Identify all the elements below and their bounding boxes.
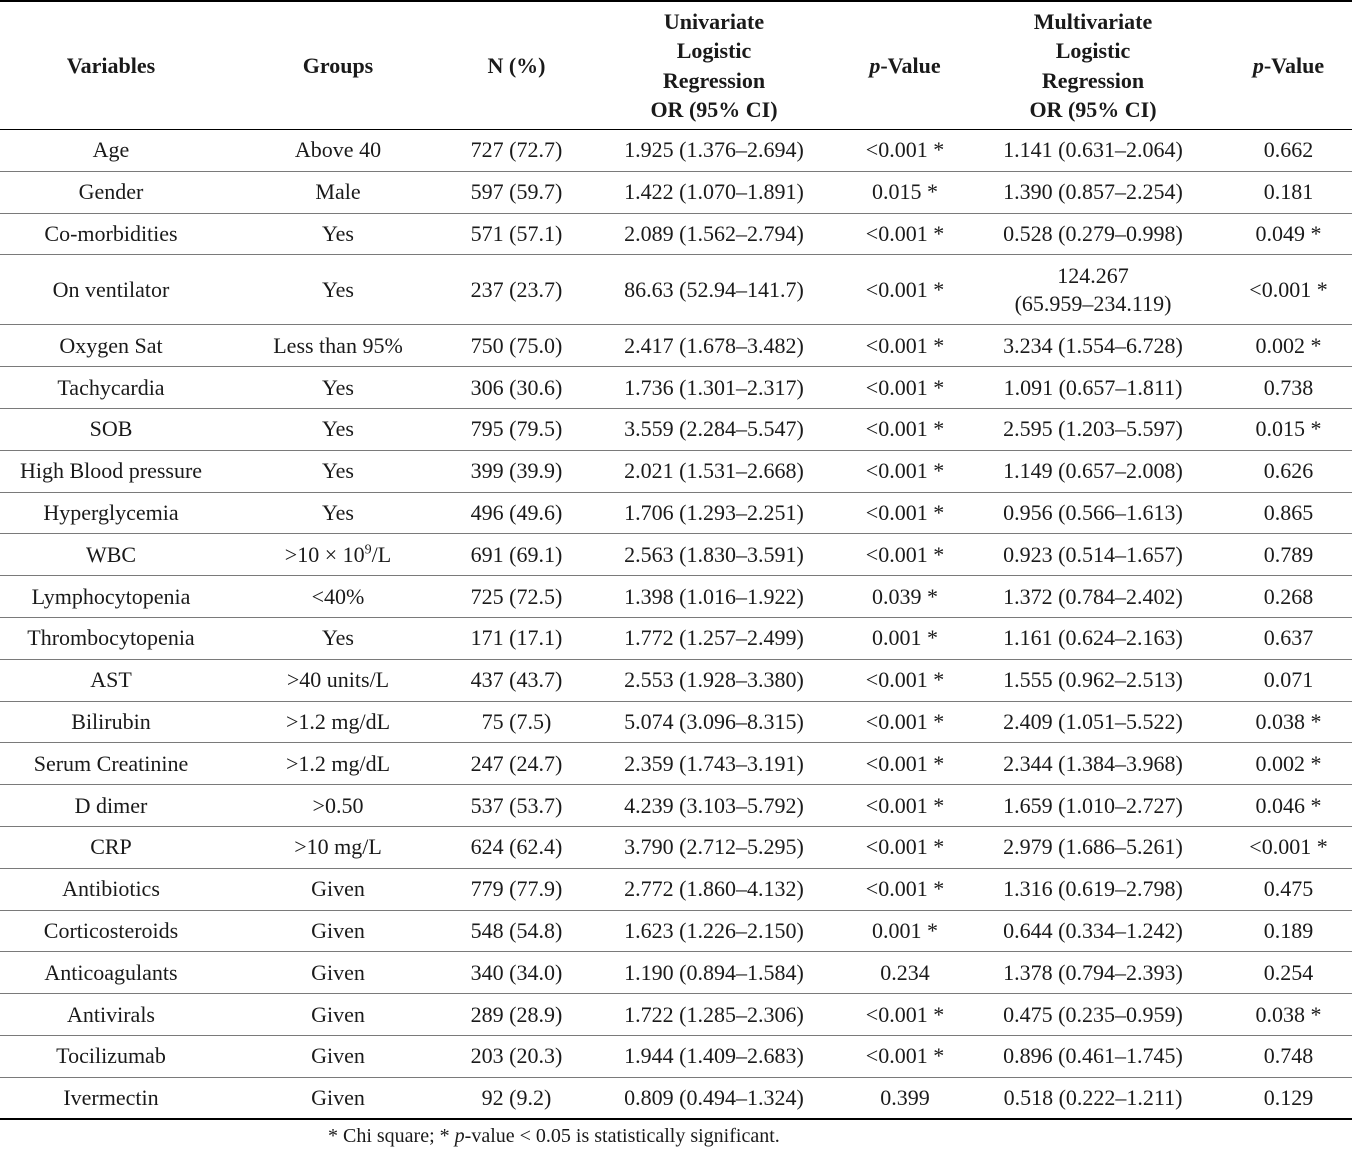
cell-n-percent: 399 (39.9) bbox=[470, 458, 563, 484]
cell-univariate-or: 1.925 (1.376–2.694) bbox=[624, 137, 804, 163]
cell-multivariate-or: 0.518 (0.222–1.211) bbox=[1003, 1084, 1183, 1110]
table-row bbox=[0, 1077, 1352, 1119]
cell-variable: Gender bbox=[78, 179, 144, 205]
cell-n-percent: 92 (9.2) bbox=[481, 1084, 552, 1110]
cell-group: Above 40 bbox=[294, 137, 382, 163]
cell-group: Yes bbox=[321, 625, 354, 651]
cell-variable: SOB bbox=[89, 416, 133, 442]
cell-group: Given bbox=[311, 876, 365, 902]
cell-variable: Oxygen Sat bbox=[59, 332, 163, 358]
cell-univariate-p: 0.001 * bbox=[872, 625, 938, 651]
table-row bbox=[0, 576, 1352, 618]
cell-multivariate-p: 0.046 * bbox=[1255, 792, 1322, 818]
table-row bbox=[0, 952, 1352, 994]
cell-multivariate-or: 0.475 (0.235–0.959) bbox=[1003, 1001, 1183, 1027]
cell-variable: AST bbox=[90, 667, 132, 693]
table-row bbox=[0, 534, 1352, 576]
header-univariate-line2: Logistic bbox=[676, 38, 752, 63]
header-multivariate bbox=[961, 1, 1225, 130]
cell-group: Given bbox=[311, 1001, 365, 1027]
cell-multivariate-p: 0.002 * bbox=[1255, 750, 1322, 776]
cell-variable: Tachycardia bbox=[57, 374, 165, 400]
cell-n-percent: 340 (34.0) bbox=[470, 959, 563, 985]
cell-variable: WBC bbox=[85, 541, 137, 567]
cell-univariate-p: 0.399 bbox=[880, 1084, 930, 1110]
cell-multivariate-p: <0.001 * bbox=[1249, 276, 1328, 302]
cell-n-percent: 437 (43.7) bbox=[470, 667, 563, 693]
table-row bbox=[0, 910, 1352, 952]
cell-multivariate-or: 3.234 (1.554–6.728) bbox=[1003, 332, 1183, 358]
cell-univariate-or: 3.790 (2.712–5.295) bbox=[624, 834, 804, 860]
header-p-italic: p bbox=[869, 52, 881, 78]
cell-multivariate-p: 0.038 * bbox=[1255, 1001, 1322, 1027]
cell-multivariate-or: 0.644 (0.334–1.242) bbox=[1003, 917, 1183, 943]
cell-multivariate-p: 0.015 * bbox=[1255, 416, 1322, 442]
cell-group-text: >10 × 10 bbox=[284, 541, 365, 567]
table-row bbox=[0, 785, 1352, 827]
cell-univariate-p: <0.001 * bbox=[865, 792, 945, 818]
cell-multivariate-p: 0.637 bbox=[1263, 625, 1314, 651]
cell-multivariate-or: 2.595 (1.203–5.597) bbox=[1003, 416, 1183, 442]
cell-n-percent: 624 (62.4) bbox=[470, 834, 563, 860]
cell-univariate-p: <0.001 * bbox=[865, 499, 945, 525]
cell-univariate-p: <0.001 * bbox=[865, 374, 945, 400]
cell-multivariate-p: 0.738 bbox=[1263, 374, 1314, 400]
cell-n-percent: 727 (72.7) bbox=[470, 137, 563, 163]
cell-multivariate-or: 2.979 (1.686–5.261) bbox=[1003, 834, 1183, 860]
cell-n-percent: 237 (23.7) bbox=[470, 276, 563, 302]
cell-univariate-or: 0.809 (0.494–1.324) bbox=[624, 1084, 804, 1110]
cell-univariate-p: <0.001 * bbox=[865, 458, 945, 484]
cell-group: >10 mg/L bbox=[294, 834, 382, 860]
cell-variable: Age bbox=[92, 137, 130, 163]
cell-n-percent: 548 (54.8) bbox=[470, 917, 563, 943]
cell-univariate-p: <0.001 * bbox=[865, 1001, 945, 1027]
cell-univariate-or: 1.772 (1.257–2.499) bbox=[624, 625, 804, 651]
cell-n-percent: 571 (57.1) bbox=[470, 220, 563, 246]
cell-n-percent: 779 (77.9) bbox=[470, 876, 563, 902]
cell-multivariate-or-line2: (65.959–234.119) bbox=[1014, 290, 1172, 316]
table-footnote bbox=[0, 1123, 1352, 1149]
cell-multivariate-or: 1.378 (0.794–2.393) bbox=[1003, 959, 1183, 985]
header-p-rest: -Value bbox=[1263, 52, 1325, 78]
cell-variable: Antivirals bbox=[67, 1001, 155, 1027]
cell-univariate-p: 0.039 * bbox=[872, 583, 938, 609]
cell-univariate-or: 2.089 (1.562–2.794) bbox=[624, 220, 804, 246]
header-variables: Variables bbox=[66, 52, 156, 78]
cell-multivariate-p: 0.049 * bbox=[1255, 220, 1322, 246]
cell-variable: Hyperglycemia bbox=[43, 499, 179, 525]
header-p-italic: p bbox=[1252, 52, 1264, 78]
cell-multivariate-p: 0.189 bbox=[1263, 917, 1314, 943]
cell-multivariate-or: 0.923 (0.514–1.657) bbox=[1003, 541, 1183, 567]
footnote-p-italic: p bbox=[454, 1125, 465, 1148]
header-univariate-line1: Univariate bbox=[663, 8, 765, 34]
cell-univariate-or: 86.63 (52.94–141.7) bbox=[624, 276, 804, 302]
cell-group bbox=[222, 534, 454, 576]
cell-multivariate-or bbox=[961, 255, 1225, 325]
table-row bbox=[0, 367, 1352, 409]
cell-multivariate-p: 0.038 * bbox=[1255, 708, 1322, 734]
cell-n-percent: 537 (53.7) bbox=[470, 792, 563, 818]
header-univariate-line3: Regression bbox=[662, 67, 766, 93]
table-body bbox=[0, 130, 1352, 1120]
cell-multivariate-p: 0.662 bbox=[1263, 137, 1314, 163]
cell-variable: Anticoagulants bbox=[44, 959, 178, 985]
table-row bbox=[0, 868, 1352, 910]
cell-univariate-or: 2.021 (1.531–2.668) bbox=[624, 458, 804, 484]
cell-univariate-p: <0.001 * bbox=[865, 137, 945, 163]
header-multivariate-line1: Multivariate bbox=[1033, 8, 1153, 34]
cell-univariate-p: <0.001 * bbox=[865, 876, 945, 902]
cell-univariate-p: <0.001 * bbox=[865, 1043, 945, 1069]
header-multivariate-p-value bbox=[1225, 1, 1352, 130]
cell-variable: Serum Creatinine bbox=[33, 750, 189, 776]
table-row bbox=[0, 701, 1352, 743]
table-row bbox=[0, 130, 1352, 172]
cell-group-unit: /L bbox=[371, 541, 392, 567]
cell-variable: Thrombocytopenia bbox=[27, 625, 195, 651]
table-row bbox=[0, 408, 1352, 450]
table-row bbox=[0, 492, 1352, 534]
table-row bbox=[0, 171, 1352, 213]
cell-group: <40% bbox=[311, 583, 365, 609]
header-univariate-line4: OR (95% CI) bbox=[650, 97, 778, 122]
header-row bbox=[0, 1, 1352, 130]
cell-univariate-p: <0.001 * bbox=[865, 541, 945, 567]
cell-n-percent: 750 (75.0) bbox=[470, 332, 563, 358]
cell-variable: D dimer bbox=[74, 792, 148, 818]
table-row bbox=[0, 743, 1352, 785]
cell-multivariate-or: 0.896 (0.461–1.745) bbox=[1003, 1043, 1183, 1069]
cell-univariate-p: 0.234 bbox=[880, 959, 930, 985]
cell-univariate-or: 2.563 (1.830–3.591) bbox=[624, 541, 804, 567]
cell-group: >1.2 mg/dL bbox=[285, 708, 391, 734]
cell-n-percent: 597 (59.7) bbox=[470, 179, 563, 205]
cell-univariate-or: 1.398 (1.016–1.922) bbox=[624, 583, 804, 609]
cell-univariate-or: 1.722 (1.285–2.306) bbox=[624, 1001, 804, 1027]
header-univariate bbox=[579, 1, 849, 130]
cell-multivariate-p: 0.748 bbox=[1263, 1043, 1314, 1069]
header-multivariate-line3: Regression bbox=[1041, 67, 1145, 93]
cell-univariate-p: <0.001 * bbox=[865, 834, 945, 860]
table-row bbox=[0, 450, 1352, 492]
cell-group: Yes bbox=[321, 458, 354, 484]
cell-n-percent: 203 (20.3) bbox=[470, 1043, 563, 1069]
cell-variable: High Blood pressure bbox=[19, 458, 203, 484]
cell-n-percent: 289 (28.9) bbox=[470, 1001, 563, 1027]
cell-group: Yes bbox=[321, 220, 354, 246]
cell-univariate-p: <0.001 * bbox=[865, 220, 945, 246]
cell-n-percent: 691 (69.1) bbox=[470, 541, 563, 567]
cell-univariate-or: 1.706 (1.293–2.251) bbox=[624, 499, 804, 525]
cell-univariate-p: 0.015 * bbox=[872, 179, 938, 205]
cell-n-percent: 725 (72.5) bbox=[470, 583, 563, 609]
cell-group: Yes bbox=[321, 374, 354, 400]
cell-multivariate-or: 1.316 (0.619–2.798) bbox=[1003, 876, 1183, 902]
cell-group: Yes bbox=[321, 499, 354, 525]
cell-group: Given bbox=[311, 959, 365, 985]
cell-n-percent: 171 (17.1) bbox=[470, 625, 563, 651]
cell-variable: CRP bbox=[90, 834, 132, 860]
cell-multivariate-or: 0.528 (0.279–0.998) bbox=[1003, 220, 1183, 246]
cell-univariate-p: <0.001 * bbox=[865, 667, 945, 693]
cell-group: Given bbox=[311, 1043, 365, 1069]
cell-group: Male bbox=[315, 179, 361, 205]
cell-variable: Tocilizumab bbox=[56, 1043, 166, 1069]
table-header bbox=[0, 1, 1352, 130]
cell-multivariate-p: 0.268 bbox=[1263, 583, 1314, 609]
cell-multivariate-or: 1.091 (0.657–1.811) bbox=[1003, 374, 1183, 400]
cell-multivariate-p: 0.865 bbox=[1263, 499, 1314, 525]
cell-univariate-or: 1.422 (1.070–1.891) bbox=[624, 179, 804, 205]
cell-univariate-p: <0.001 * bbox=[865, 708, 945, 734]
cell-multivariate-or: 1.141 (0.631–2.064) bbox=[1003, 137, 1183, 163]
header-multivariate-line4: OR (95% CI) bbox=[1029, 97, 1157, 122]
cell-univariate-or: 2.417 (1.678–3.482) bbox=[624, 332, 804, 358]
cell-n-percent: 247 (24.7) bbox=[470, 750, 563, 776]
cell-univariate-or: 1.623 (1.226–2.150) bbox=[624, 917, 804, 943]
cell-variable: Lymphocytopenia bbox=[31, 583, 191, 609]
cell-multivariate-p: 0.071 bbox=[1263, 667, 1314, 693]
cell-multivariate-or: 1.149 (0.657–2.008) bbox=[1003, 458, 1183, 484]
header-n-percent: N (%) bbox=[487, 52, 546, 78]
cell-n-percent: 496 (49.6) bbox=[470, 499, 563, 525]
cell-univariate-or: 4.239 (3.103–5.792) bbox=[624, 792, 804, 818]
cell-variable: Antibiotics bbox=[62, 876, 160, 902]
cell-variable: Ivermectin bbox=[63, 1084, 159, 1110]
cell-multivariate-or: 1.372 (0.784–2.402) bbox=[1003, 583, 1183, 609]
footnote-part1: * Chi square; * bbox=[328, 1125, 455, 1148]
table-row bbox=[0, 255, 1352, 325]
cell-multivariate-p: 0.254 bbox=[1263, 959, 1314, 985]
cell-multivariate-or: 1.555 (0.962–2.513) bbox=[1003, 667, 1183, 693]
cell-group: Yes bbox=[321, 416, 354, 442]
cell-n-percent: 306 (30.6) bbox=[470, 374, 563, 400]
table-row bbox=[0, 994, 1352, 1036]
header-univariate-p-value bbox=[849, 1, 961, 130]
cell-group: >40 units/L bbox=[286, 667, 390, 693]
cell-univariate-p: <0.001 * bbox=[865, 332, 945, 358]
cell-multivariate-p: 0.626 bbox=[1263, 458, 1314, 484]
cell-univariate-or: 2.772 (1.860–4.132) bbox=[624, 876, 804, 902]
cell-univariate-or: 1.944 (1.409–2.683) bbox=[624, 1043, 804, 1069]
cell-n-percent: 75 (7.5) bbox=[481, 708, 552, 734]
cell-variable: On ventilator bbox=[52, 276, 170, 302]
table-row bbox=[0, 617, 1352, 659]
table-row bbox=[0, 826, 1352, 868]
cell-group: Given bbox=[311, 917, 365, 943]
cell-multivariate-or: 2.344 (1.384–3.968) bbox=[1003, 750, 1183, 776]
cell-multivariate-or: 0.956 (0.566–1.613) bbox=[1003, 499, 1183, 525]
cell-variable: Co-morbidities bbox=[44, 220, 178, 246]
cell-group: >0.50 bbox=[312, 792, 364, 818]
cell-univariate-p: 0.001 * bbox=[872, 917, 938, 943]
cell-multivariate-or: 1.659 (1.010–2.727) bbox=[1003, 792, 1183, 818]
cell-variable: Bilirubin bbox=[71, 708, 151, 734]
cell-univariate-p: <0.001 * bbox=[865, 276, 945, 302]
table-row bbox=[0, 213, 1352, 255]
cell-multivariate-or: 1.390 (0.857–2.254) bbox=[1003, 179, 1183, 205]
cell-multivariate-or: 2.409 (1.051–5.522) bbox=[1003, 708, 1183, 734]
table-row bbox=[0, 1035, 1352, 1077]
cell-univariate-or: 2.553 (1.928–3.380) bbox=[624, 667, 804, 693]
cell-multivariate-p: <0.001 * bbox=[1249, 834, 1328, 860]
cell-univariate-p: <0.001 * bbox=[865, 750, 945, 776]
cell-univariate-or: 2.359 (1.743–3.191) bbox=[624, 750, 804, 776]
cell-multivariate-p: 0.129 bbox=[1263, 1084, 1314, 1110]
footnote-part2: -value < 0.05 is statistically significant. bbox=[464, 1125, 780, 1148]
cell-group-superscript: 9 bbox=[364, 542, 372, 558]
header-multivariate-line2: Logistic bbox=[1055, 38, 1131, 63]
cell-univariate-or: 1.736 (1.301–2.317) bbox=[624, 374, 804, 400]
cell-multivariate-or-line1: 124.267 bbox=[1057, 262, 1129, 288]
cell-multivariate-p: 0.002 * bbox=[1255, 332, 1322, 358]
cell-multivariate-p: 0.789 bbox=[1263, 541, 1314, 567]
cell-n-percent: 795 (79.5) bbox=[470, 416, 563, 442]
cell-multivariate-p: 0.181 bbox=[1263, 179, 1314, 205]
cell-group: Given bbox=[311, 1084, 365, 1110]
cell-univariate-p: <0.001 * bbox=[865, 416, 945, 442]
cell-group: Less than 95% bbox=[273, 332, 403, 358]
cell-multivariate-or: 1.161 (0.624–2.163) bbox=[1003, 625, 1183, 651]
table-row bbox=[0, 659, 1352, 701]
header-groups: Groups bbox=[302, 52, 374, 78]
header-p-rest: -Value bbox=[880, 52, 941, 78]
table-row bbox=[0, 325, 1352, 367]
cell-group: Yes bbox=[321, 276, 354, 302]
cell-variable: Corticosteroids bbox=[43, 917, 179, 943]
cell-univariate-or: 5.074 (3.096–8.315) bbox=[624, 708, 804, 734]
cell-univariate-or: 1.190 (0.894–1.584) bbox=[624, 959, 804, 985]
cell-group: >1.2 mg/dL bbox=[285, 750, 391, 776]
cell-multivariate-p: 0.475 bbox=[1263, 876, 1314, 902]
cell-univariate-or: 3.559 (2.284–5.547) bbox=[624, 416, 804, 442]
